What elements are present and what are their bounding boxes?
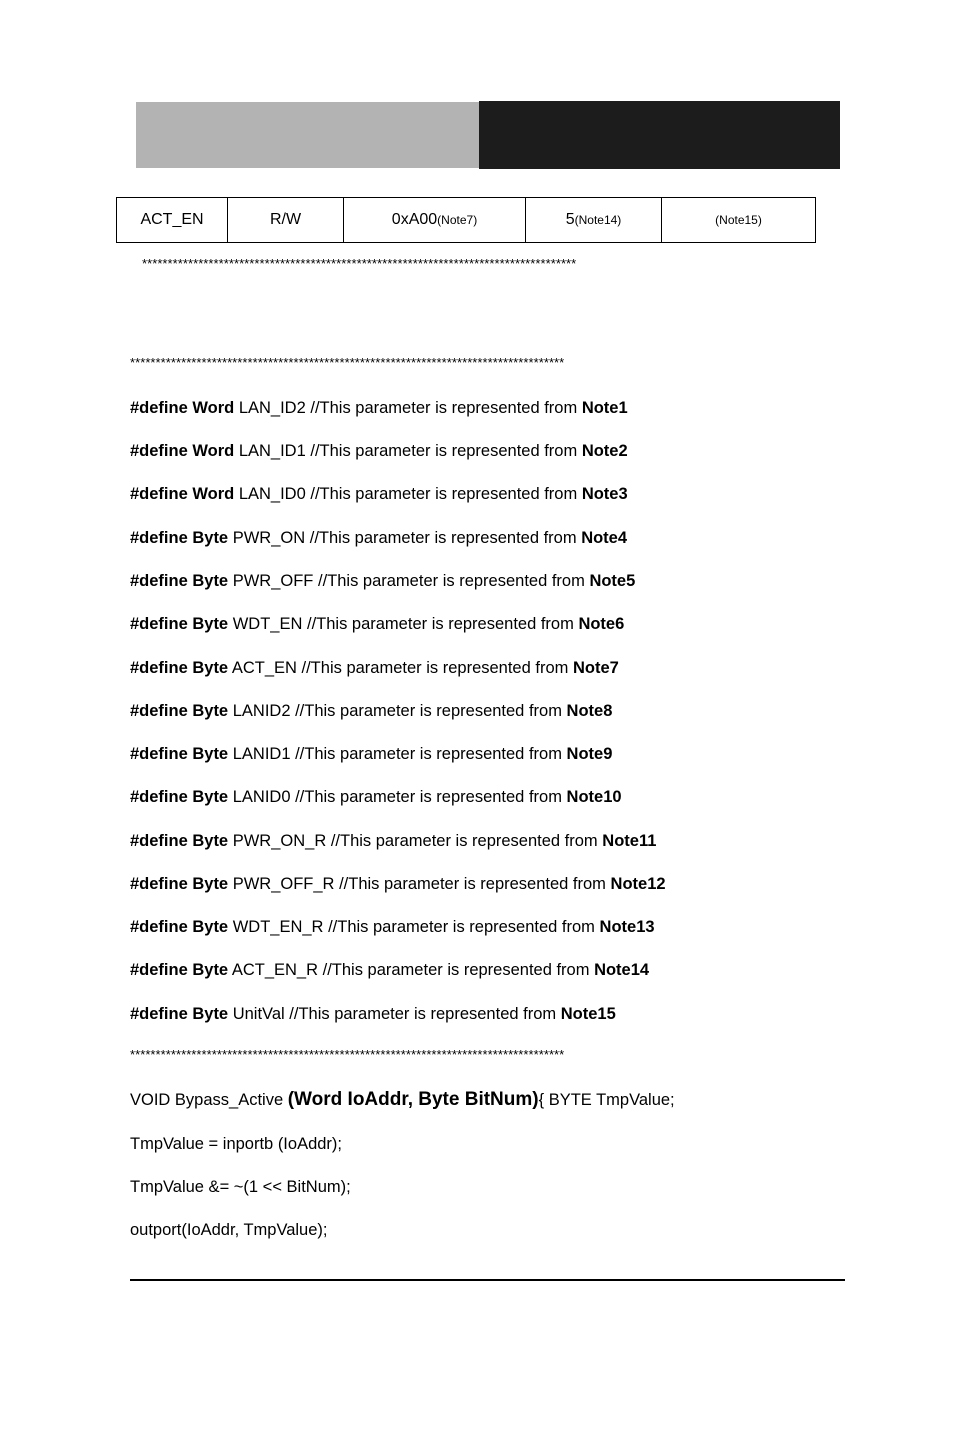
function-signature: (Word IoAddr, Byte BitNum) xyxy=(287,1089,539,1110)
define-comment: //This parameter is represented from xyxy=(306,615,574,633)
define-line xyxy=(130,917,655,937)
define-keyword: #define Byte xyxy=(130,702,229,720)
define-comment: //This parameter is represented from xyxy=(339,875,606,893)
define-note: Note14 xyxy=(594,961,650,979)
define-note: Note13 xyxy=(599,918,655,936)
table-cell-address xyxy=(344,198,526,243)
define-comment: //This parameter is represented from xyxy=(309,529,577,547)
define-line xyxy=(130,658,619,678)
define-comment: //This parameter is represented from xyxy=(289,1005,557,1023)
page-header-band xyxy=(136,101,840,169)
define-note: Note3 xyxy=(581,485,628,503)
define-line xyxy=(130,571,635,591)
separator-line: ************************************************************************************* xyxy=(130,1047,565,1062)
define-line xyxy=(130,744,612,764)
code-line-function xyxy=(130,1090,675,1110)
define-name: LANID2 xyxy=(232,702,291,720)
define-note: Note7 xyxy=(572,659,619,677)
define-keyword: #define Byte xyxy=(130,1005,229,1023)
define-comment: //This parameter is represented from xyxy=(301,659,569,677)
define-note: Note9 xyxy=(566,745,613,763)
define-keyword: #define Word xyxy=(130,442,235,460)
define-name: PWR_ON_R xyxy=(232,832,327,850)
define-line xyxy=(130,484,628,504)
define-keyword: #define Byte xyxy=(130,572,229,590)
table-cell-access xyxy=(228,198,344,243)
table-cell-value xyxy=(662,198,816,243)
define-keyword: #define Byte xyxy=(130,832,229,850)
define-comment: //This parameter is represented from xyxy=(330,832,598,850)
cell-note: (Note14) xyxy=(574,213,622,227)
define-note: Note6 xyxy=(578,615,625,633)
define-line xyxy=(130,398,628,418)
code-line: TmpValue = inportb (IoAddr); xyxy=(130,1135,343,1153)
define-comment: //This parameter is represented from xyxy=(328,918,595,936)
function-name: VOID Bypass_Active xyxy=(130,1091,284,1109)
header-band-left xyxy=(136,102,479,168)
define-note: Note5 xyxy=(589,572,636,590)
define-name: LAN_ID0 xyxy=(238,485,306,503)
define-name: WDT_EN xyxy=(232,615,303,633)
define-keyword: #define Byte xyxy=(130,918,229,936)
register-table xyxy=(116,197,816,243)
define-keyword: #define Word xyxy=(130,399,235,417)
define-note: Note11 xyxy=(602,832,657,850)
define-line xyxy=(130,874,666,894)
cell-note: (Note7) xyxy=(437,213,478,227)
define-note: Note8 xyxy=(566,702,613,720)
separator-line: ************************************************************************************* xyxy=(130,355,565,370)
define-name: LAN_ID2 xyxy=(238,399,306,417)
define-keyword: #define Byte xyxy=(130,615,229,633)
define-comment: //This parameter is represented from xyxy=(295,788,562,806)
define-line xyxy=(130,787,622,807)
define-line xyxy=(130,960,649,980)
define-comment: //This parameter is represented from xyxy=(310,399,578,417)
define-name: LANID0 xyxy=(232,788,291,806)
define-name: ACT_EN_R xyxy=(231,961,319,979)
define-keyword: #define Byte xyxy=(130,961,229,979)
define-note: Note15 xyxy=(560,1005,616,1023)
define-comment: //This parameter is represented from xyxy=(310,485,578,503)
define-note: Note1 xyxy=(581,399,628,417)
define-note: Note4 xyxy=(581,529,628,547)
define-note: Note12 xyxy=(610,875,666,893)
code-line: outport(IoAddr, TmpValue); xyxy=(130,1221,328,1239)
table-row xyxy=(117,198,816,243)
separator-line: ************************************************************************************* xyxy=(142,256,577,271)
define-line xyxy=(130,441,628,461)
table-cell-bit xyxy=(526,198,662,243)
cell-text: 0xA00 xyxy=(391,211,438,228)
define-name: UnitVal xyxy=(232,1005,285,1023)
define-name: PWR_OFF_R xyxy=(232,875,335,893)
define-line xyxy=(130,831,656,851)
define-name: PWR_OFF xyxy=(232,572,314,590)
define-comment: //This parameter is represented from xyxy=(317,572,585,590)
define-keyword: #define Word xyxy=(130,485,235,503)
define-keyword: #define Byte xyxy=(130,529,229,547)
define-name: WDT_EN_R xyxy=(232,918,324,936)
define-keyword: #define Byte xyxy=(130,745,229,763)
define-comment: //This parameter is represented from xyxy=(310,442,578,460)
define-keyword: #define Byte xyxy=(130,875,229,893)
define-keyword: #define Byte xyxy=(130,659,229,677)
define-comment: //This parameter is represented from xyxy=(295,702,562,720)
define-comment: //This parameter is represented from xyxy=(322,961,590,979)
cell-text: R/W xyxy=(269,211,302,228)
define-name: PWR_ON xyxy=(232,529,306,547)
define-line xyxy=(130,614,624,634)
function-body-start: { BYTE TmpValue; xyxy=(538,1091,675,1109)
header-band-right xyxy=(479,101,840,169)
footer-rule xyxy=(130,1279,845,1281)
define-keyword: #define Byte xyxy=(130,788,229,806)
define-line xyxy=(130,701,612,721)
cell-text: ACT_EN xyxy=(140,211,204,228)
define-line xyxy=(130,528,627,548)
define-note: Note10 xyxy=(566,788,622,806)
define-note: Note2 xyxy=(581,442,628,460)
define-name: LAN_ID1 xyxy=(238,442,306,460)
cell-note: (Note15) xyxy=(715,213,762,227)
code-line: TmpValue &= ~(1 << BitNum); xyxy=(130,1178,351,1196)
define-line xyxy=(130,1004,616,1024)
define-name: ACT_EN xyxy=(231,659,297,677)
define-comment: //This parameter is represented from xyxy=(295,745,562,763)
define-name: LANID1 xyxy=(232,745,291,763)
table-cell-register xyxy=(117,198,228,243)
cell-text: 5 xyxy=(565,211,575,228)
